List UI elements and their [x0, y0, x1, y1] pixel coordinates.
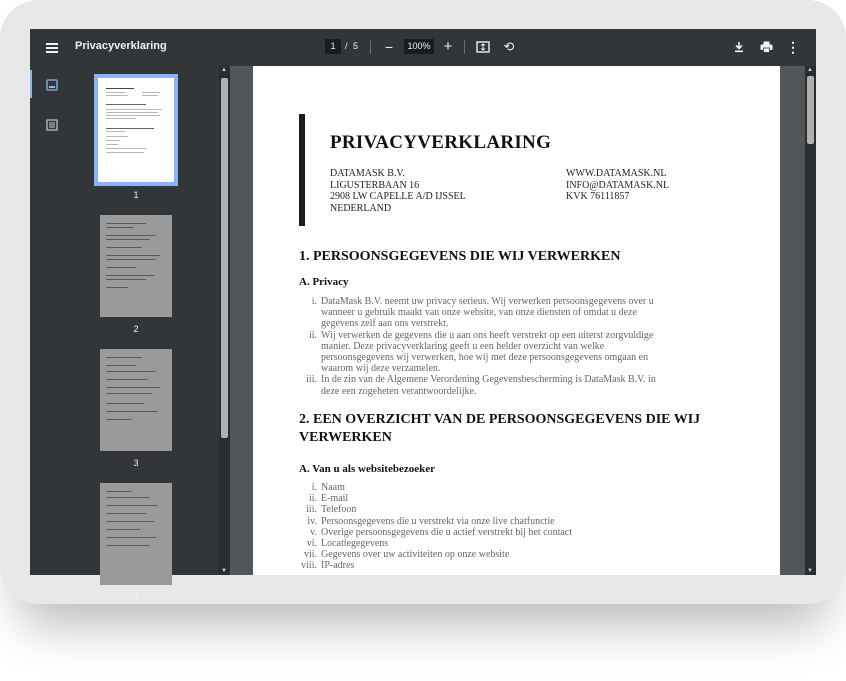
contact-line: WWW.DATAMASK.NL	[566, 168, 667, 179]
thumbnails-view-icon[interactable]	[46, 78, 58, 90]
list-item: iv. Persoonsgegevens die u verstrekt via onze live chatfunctie	[307, 515, 555, 527]
viewer-toolbar	[30, 29, 816, 66]
outline-view-icon[interactable]	[46, 118, 58, 130]
address-line: 2908 LW CAPELLE A/D IJSSEL	[330, 191, 466, 202]
page-total: 5	[353, 41, 359, 51]
list-item: ii. E-mail	[308, 493, 349, 505]
document-viewport	[230, 66, 805, 575]
document-heading: PRIVACYVERKLARING	[330, 132, 552, 153]
list-item: vii. Gegevens over uw activiteiten op onze website	[303, 549, 510, 561]
list-item: iii. In de zin van de Algemene Verordening Gegevensbescherming is DataMask B.V. in deze een zogeheten verantwoordelijke.	[306, 374, 656, 397]
scroll-up-arrow[interactable]: ▲	[807, 67, 813, 73]
pdf-page	[253, 66, 780, 575]
scroll-up-arrow[interactable]: ▲	[221, 67, 227, 73]
more-options-icon[interactable]: ⋮	[786, 38, 800, 55]
toolbar-divider	[464, 40, 465, 54]
address-line: NEDERLAND	[330, 202, 392, 214]
contact-line: KVK 76111857	[566, 191, 630, 202]
section-1-subheading: A. Privacy	[299, 276, 349, 288]
thumbnail-page-4[interactable]	[100, 483, 172, 585]
header-accent-bar	[299, 114, 305, 226]
thumbnail-label: 3	[133, 458, 139, 468]
fit-to-page-icon[interactable]	[474, 38, 492, 56]
rail-active-indicator	[30, 70, 32, 98]
company-address	[330, 168, 466, 214]
thumbnail-label: 4	[133, 592, 139, 602]
toolbar-divider	[370, 40, 371, 54]
zoom-level-input[interactable]: 100%	[404, 39, 434, 54]
sidebar-scroll-thumb[interactable]	[221, 78, 228, 438]
list-item: i. DataMask B.V. neemt uw privacy serieus. Wij verwerken persoonsgegevens over u wanneer u gebruik maakt van onze website, van onze diensten of omdat u deze gegevens zelf aan ons verstrekt.	[311, 296, 654, 330]
list-item: viii. IP-adres	[301, 560, 355, 572]
section-2-subheading: A. Van u als websitebezoeker	[299, 463, 435, 475]
thumbnail-page-1[interactable]	[98, 78, 174, 182]
sidebar-scrollbar[interactable]	[219, 66, 230, 575]
company-contact	[566, 168, 669, 203]
page-separator: /	[345, 41, 348, 51]
list-item: i. Naam	[311, 482, 345, 493]
thumbnail-label: 1	[133, 190, 139, 200]
section-1-heading: 1. PERSOONSGEGEVENS DIE WIJ VERWERKEN	[299, 249, 621, 264]
section-2-heading: 2. EEN OVERZICHT VAN DE PERSOONSGEGEVENS DIE WIJ VERWERKEN	[299, 412, 701, 445]
zoom-out-button[interactable]: −	[384, 39, 394, 55]
list-item: vi. Locatiegegevens	[306, 538, 389, 550]
section-2-list	[299, 482, 572, 572]
thumbnail-page-2[interactable]	[100, 215, 172, 317]
address-line: DATAMASK B.V.	[330, 168, 405, 179]
thumbnail-label: 2	[133, 324, 139, 334]
download-icon[interactable]	[730, 38, 748, 56]
thumbnail-page-3[interactable]	[100, 349, 172, 451]
zoom-in-button[interactable]: +	[443, 37, 453, 55]
list-item: ii. Wij verwerken de gegevens die u aan ons heeft verstrekt op een uiterst zorgvuldige manier. Deze privacyverklaring geeft u een helder overzicht van welke persoonsgegevens wij verwerken, hoe wij met deze persoonsgegevens omgaan en waarom wij deze verzamelen.	[308, 329, 654, 375]
thumbnail-sidebar	[30, 66, 230, 602]
rotate-icon[interactable]: ⟲	[503, 39, 515, 54]
document-scrollbar[interactable]	[805, 66, 816, 575]
section-1-list	[299, 296, 656, 397]
contact-line: INFO@DATAMASK.NL	[566, 179, 670, 191]
menu-icon[interactable]	[42, 38, 62, 58]
page-number-input[interactable]: 1	[325, 39, 341, 54]
scroll-down-arrow[interactable]: ▼	[221, 568, 227, 574]
sidebar-rail	[30, 66, 74, 575]
pdf-viewer-screen	[30, 29, 816, 602]
list-item: iii. Telefoon	[306, 504, 357, 516]
list-item: v. Overige persoonsgegevens die u actief verstrekt bij het contact	[310, 526, 573, 538]
thumbnail-list	[74, 66, 219, 602]
address-line: LIGUSTERBAAN 16	[330, 179, 420, 191]
scroll-down-arrow[interactable]: ▼	[807, 568, 813, 574]
document-title: Privacyverklaring	[75, 40, 167, 52]
print-icon[interactable]	[757, 38, 775, 56]
document-scroll-thumb[interactable]	[807, 76, 814, 144]
